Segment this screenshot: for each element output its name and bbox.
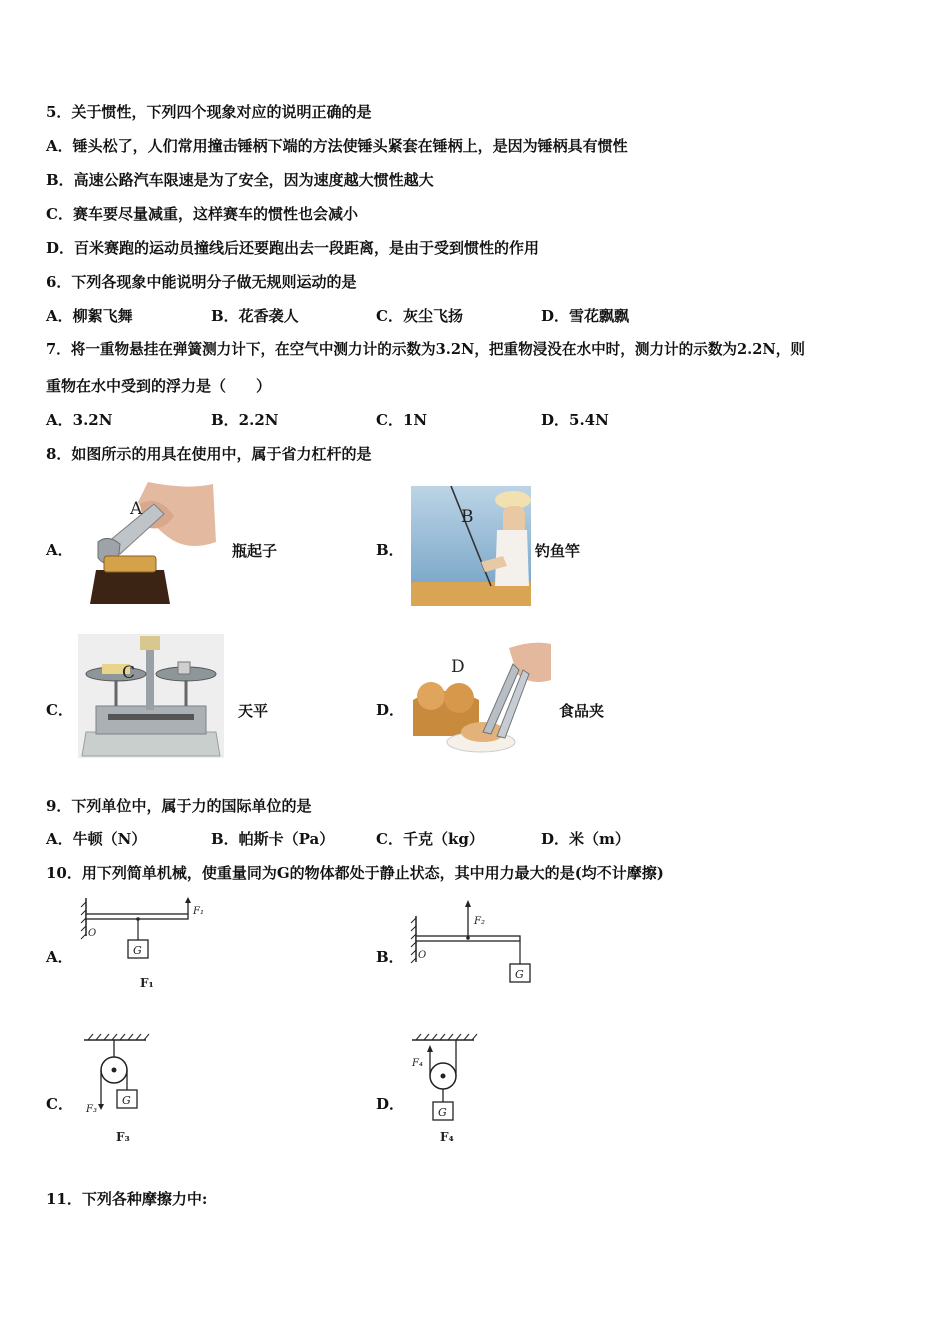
q7-option-d: D．5.4N <box>541 411 609 429</box>
q8-option-c-name: 天平 <box>238 702 269 720</box>
bottle-opener-image <box>78 482 216 604</box>
q8-option-b-label: B． <box>376 541 404 559</box>
q8-letter-b: B <box>461 507 474 527</box>
force-label-f2: F₂ <box>474 916 485 927</box>
q10-option-d-label: D． <box>376 1095 405 1113</box>
caption-f1: F₁ <box>140 976 154 990</box>
q7-option-c: C．1N <box>376 411 428 429</box>
force-label-f3: F₃ <box>86 1104 97 1115</box>
q10-option-c-label: C． <box>46 1095 73 1113</box>
q8-letter-c: C <box>122 663 136 683</box>
q5-option-a: A．锤头松了，人们常用撞击锤柄下端的方法使锤头紧套在锤柄上，是因为锤柄具有惯性 <box>46 137 628 155</box>
caption-f4: F₄ <box>440 1130 454 1144</box>
q9-stem: 9．下列单位中，属于力的国际单位的是 <box>46 797 312 815</box>
q9-option-d: D．米（m） <box>541 830 630 848</box>
q5-stem: 5．关于惯性，下列四个现象对应的说明正确的是 <box>46 103 372 121</box>
q8-option-b-name: 钓鱼竿 <box>535 542 581 560</box>
pivot-label-a: O <box>88 928 97 939</box>
q8-option-a-label: A． <box>46 541 73 559</box>
q6-option-d: D．雪花飘飘 <box>541 307 630 325</box>
q8-option-c-label: C． <box>46 701 73 719</box>
food-tongs-image <box>413 640 551 756</box>
weight-label-a: G <box>133 944 142 957</box>
q6-option-c: C．灰尘飞扬 <box>376 307 463 325</box>
q7-stem-line1: 7．将一重物悬挂在弹簧测力计下，在空气中测力计的示数为3.2N，把重物浸没在水中时，测力计的示数为2.2N，则 <box>46 341 805 358</box>
q10-option-a-label: A． <box>46 948 73 966</box>
q9-option-b: B．帕斯卡（Pa） <box>211 830 335 848</box>
pivot-label-b: O <box>418 950 427 961</box>
q8-stem: 8．如图所示的用具在使用中，属于省力杠杆的是 <box>46 445 372 463</box>
q7-option-a: A．3.2N <box>46 411 113 429</box>
q6-option-a: A．柳絮飞舞 <box>46 307 133 325</box>
q9-option-c: C．千克（kg） <box>376 830 484 848</box>
q6-stem: 6．下列各现象中能说明分子做无规则运动的是 <box>46 273 357 291</box>
balance-scale-image <box>78 634 224 758</box>
q10-option-b-label: B． <box>376 948 404 966</box>
q8-option-a-name: 瓶起子 <box>232 542 278 560</box>
q8-option-d-label: D． <box>376 701 405 719</box>
q7-stem-line2: 重物在水中受到的浮力是（ ） <box>46 377 272 395</box>
q5-option-b: B．高速公路汽车限速是为了安全，因为速度越大惯性越大 <box>46 171 434 189</box>
lever-diagram-a <box>80 896 210 992</box>
q8-letter-a: A <box>130 499 143 519</box>
q8-option-d-name: 食品夹 <box>559 702 605 720</box>
caption-f3: F₃ <box>116 1130 130 1144</box>
fixed-pulley-diagram <box>80 1030 160 1146</box>
q8-letter-d: D <box>451 657 465 677</box>
force-label-f4: F₄ <box>412 1058 423 1069</box>
q5-option-d: D．百米赛跑的运动员撞线后还要跑出去一段距离，是由于受到惯性的作用 <box>46 239 540 257</box>
weight-label-b: G <box>515 968 524 981</box>
q5-option-c: C．赛车要尽量减重，这样赛车的惯性也会减小 <box>46 205 358 223</box>
q9-option-a: A．牛顿（N） <box>46 830 147 848</box>
weight-label-c: G <box>122 1094 131 1107</box>
force-label-f1: F₁ <box>193 906 204 917</box>
q11-stem: 11．下列各种摩擦力中: <box>46 1190 208 1208</box>
fishing-rod-image <box>411 486 531 606</box>
lever-diagram-b <box>408 896 538 992</box>
movable-pulley-diagram <box>408 1030 488 1146</box>
q7-option-b: B．2.2N <box>211 411 279 429</box>
q6-option-b: B．花香袭人 <box>211 307 299 325</box>
weight-label-d: G <box>438 1106 447 1119</box>
q10-stem: 10．用下列简单机械，使重量同为G的物体都处于静止状态，其中用力最大的是(均不计摩擦) <box>46 864 664 882</box>
